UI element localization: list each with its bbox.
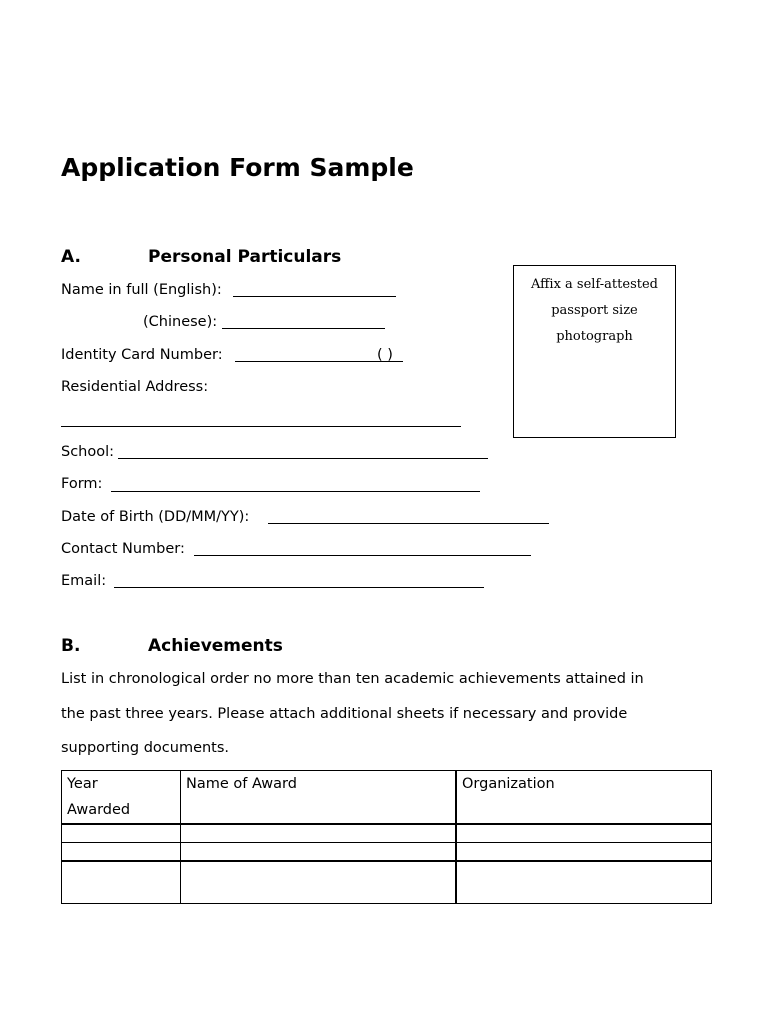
table-row: [62, 824, 712, 843]
address-label: Residential Address:: [61, 379, 209, 395]
header-year-line-2: Awarded: [67, 802, 131, 818]
dob-label: Date of Birth (DD/MM/YY):: [61, 509, 250, 525]
name-english-label: Name in full (English):: [61, 282, 222, 298]
email-label: Email:: [61, 573, 107, 589]
contact-field[interactable]: [194, 555, 531, 556]
email-field[interactable]: [114, 587, 484, 588]
contact-label: Contact Number:: [61, 541, 185, 557]
table-row: [62, 843, 712, 862]
school-label: School:: [61, 444, 115, 460]
instructions-line-2: the past three years. Please attach additional sheets if necessary and provide: [61, 706, 628, 722]
header-name-of-award: Name of Award: [181, 771, 457, 825]
table-cell[interactable]: [456, 861, 712, 904]
table-cell[interactable]: [62, 824, 181, 843]
section-a-letter: A.: [61, 247, 81, 267]
name-chinese-label: (Chinese):: [143, 314, 218, 330]
id-card-label: Identity Card Number:: [61, 347, 223, 363]
header-year-awarded: [62, 771, 181, 825]
id-card-check-digit: ( ): [377, 347, 393, 363]
instructions-line-1: List in chronological order no more than ten academic achievements attained in: [61, 671, 644, 687]
photo-text-line-3: photograph: [556, 329, 633, 344]
table-cell[interactable]: [456, 824, 712, 843]
header-organization: Organization: [456, 771, 712, 825]
table-row: [62, 861, 712, 904]
page-title: Application Form Sample: [61, 153, 414, 182]
table-cell[interactable]: [62, 843, 181, 862]
table-header-row: [62, 771, 712, 825]
passport-photo-box: [513, 265, 676, 438]
achievements-table: [61, 770, 712, 904]
school-field[interactable]: [118, 458, 488, 459]
instructions-line-3: supporting documents.: [61, 740, 230, 756]
form-label: Form:: [61, 476, 103, 492]
photo-text-line-2: passport size: [551, 303, 638, 318]
photo-text-line-1: Affix a self-attested: [531, 277, 658, 292]
table-cell[interactable]: [181, 824, 457, 843]
section-a-heading: Personal Particulars: [148, 247, 342, 267]
table-cell[interactable]: [62, 861, 181, 904]
table-cell[interactable]: [181, 861, 457, 904]
section-b-letter: B.: [61, 636, 81, 656]
table-cell[interactable]: [456, 843, 712, 862]
name-chinese-field[interactable]: [222, 328, 385, 329]
header-year-line-1: Year: [67, 776, 98, 792]
form-field[interactable]: [111, 491, 480, 492]
dob-field[interactable]: [268, 523, 549, 524]
table-cell[interactable]: [181, 843, 457, 862]
section-b-heading: Achievements: [148, 636, 283, 656]
address-field[interactable]: [61, 426, 461, 427]
name-english-field[interactable]: [233, 296, 396, 297]
